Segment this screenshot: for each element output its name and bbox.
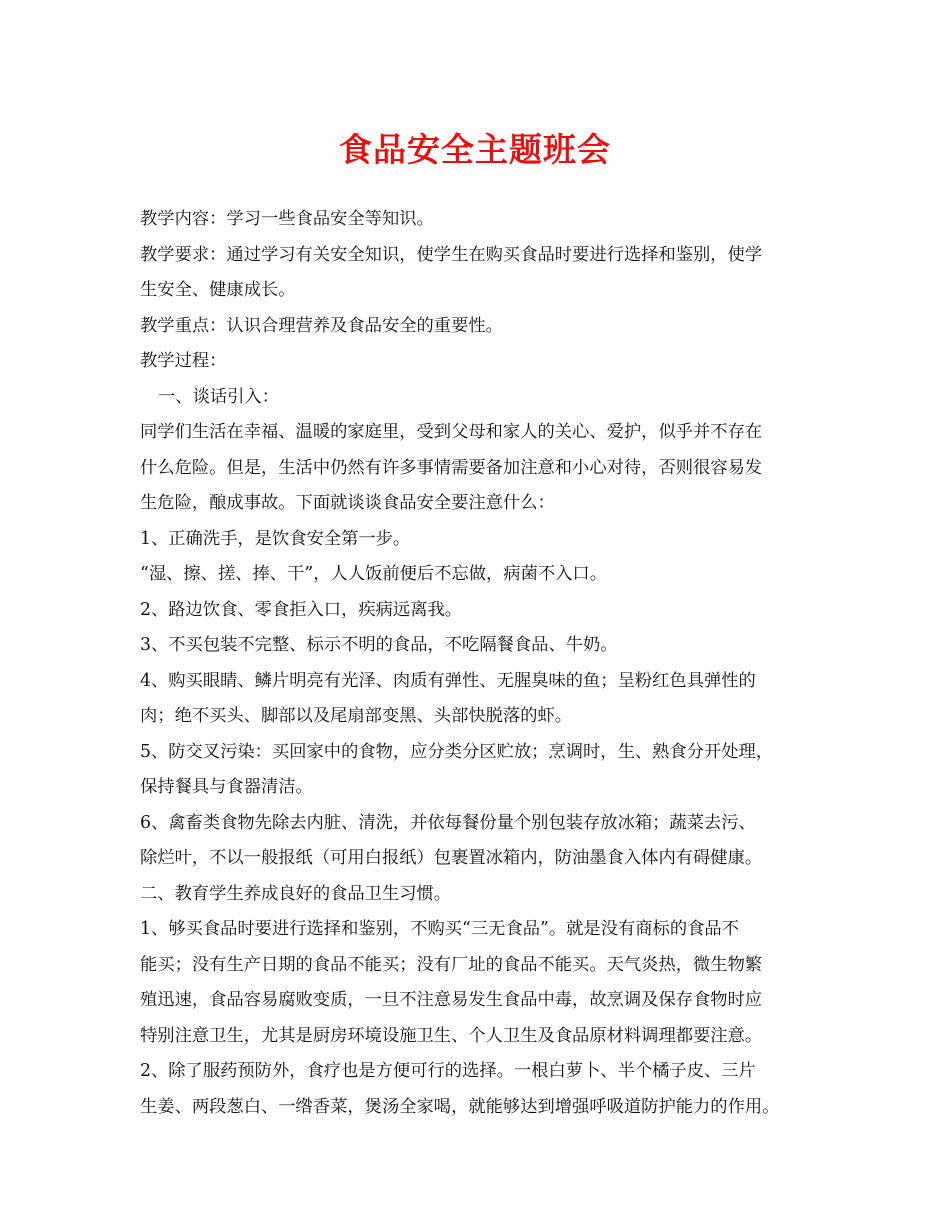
list-item-5: 5、防交叉污染：买回家中的食物，应分类分区贮放；烹调时，生、熟食分开处理， <box>140 741 774 762</box>
habit-item-2: 2、除了服药预防外，食疗也是方便可行的选择。一根白萝卜、半个橘子皮、三片 <box>140 1061 756 1081</box>
paragraph-line: 生危险，酿成事故。下面就谈谈食品安全要注意什么： <box>140 493 555 513</box>
list-item-3: 3、不买包装不完整、标示不明的食品，不吃隔餐食品、牛奶。 <box>140 635 618 655</box>
habit-item-1: 1、够买食品时要进行选择和鉴别，不购买“三无食品”。就是没有商标的食品不 <box>140 919 739 939</box>
line-teaching-focus: 教学重点：认识合理营养及食品安全的重要性。 <box>140 315 503 336</box>
line-teaching-content: 教学内容：学习一些食品安全等知识。 <box>140 209 434 229</box>
line-teaching-process: 教学过程： <box>140 351 227 371</box>
list-item-1: 1、正确洗手，是饮食安全第一步。 <box>140 528 411 549</box>
paragraph-line: 同学们生活在幸福、温暖的家庭里，受到父母和家人的关心、爱护，似乎并不存在 <box>140 422 763 442</box>
list-item-6: 6、禽畜类食物先除去内脏、清洗，并依每餐份量个别包装存放冰箱；蔬菜去污、 <box>140 812 756 833</box>
document-title: 食品安全主题班会 <box>339 130 611 169</box>
list-item-1-detail: “湿、擦、搓、捧、干”，人人饭前便后不忘做，病菌不入口。 <box>140 564 607 584</box>
habit-item-1-cont: 能买；没有生产日期的食品不能买；没有厂址的食品不能买。天气炎热，微生物繁 <box>140 954 763 975</box>
paragraph-line: 什么危险。但是，生活中仍然有许多事情需要备加注意和小心对待，否则很容易发 <box>140 457 763 478</box>
list-item-4: 4、购买眼睛、鳞片明亮有光泽、肉质有弹性、无腥臭味的鱼；呈粉红色具弹性的 <box>140 670 756 691</box>
habit-item-2-cont: 生姜、两段葱白、一绺香菜，煲汤全家喝，就能够达到增强呼吸道防护能力的作用。 <box>140 1096 780 1117</box>
list-item-4-cont: 肉；绝不买头、脚部以及尾扇部变黑、头部快脱落的虾。 <box>140 706 573 726</box>
document-body <box>140 202 830 1125</box>
section-heading-intro: 一、谈话引入： <box>158 386 279 407</box>
list-item-5-cont: 保持餐具与食器清洁。 <box>140 777 313 797</box>
habit-item-1-cont: 特别注意卫生，尤其是厨房环境设施卫生、个人卫生及食品原材料调理都要注意。 <box>140 1025 763 1046</box>
list-item-2: 2、路边饮食、零食拒入口，疾病远离我。 <box>140 599 463 620</box>
line-teaching-requirement-2: 生安全、健康成长。 <box>140 280 296 300</box>
section-heading-habits: 二、教育学生养成良好的食品卫生习惯。 <box>140 883 452 904</box>
habit-item-1-cont: 殖迅速，食品容易腐败变质，一旦不注意易发生食品中毒，故烹调及保存食物时应 <box>140 990 763 1010</box>
line-teaching-requirement-1: 教学要求：通过学习有关安全知识，使学生在购买食品时要进行选择和鉴别，使学 <box>140 244 763 265</box>
list-item-6-cont: 除烂叶，不以一般报纸（可用白报纸）包裹置冰箱内，防油墨食入体内有碍健康。 <box>140 848 763 868</box>
